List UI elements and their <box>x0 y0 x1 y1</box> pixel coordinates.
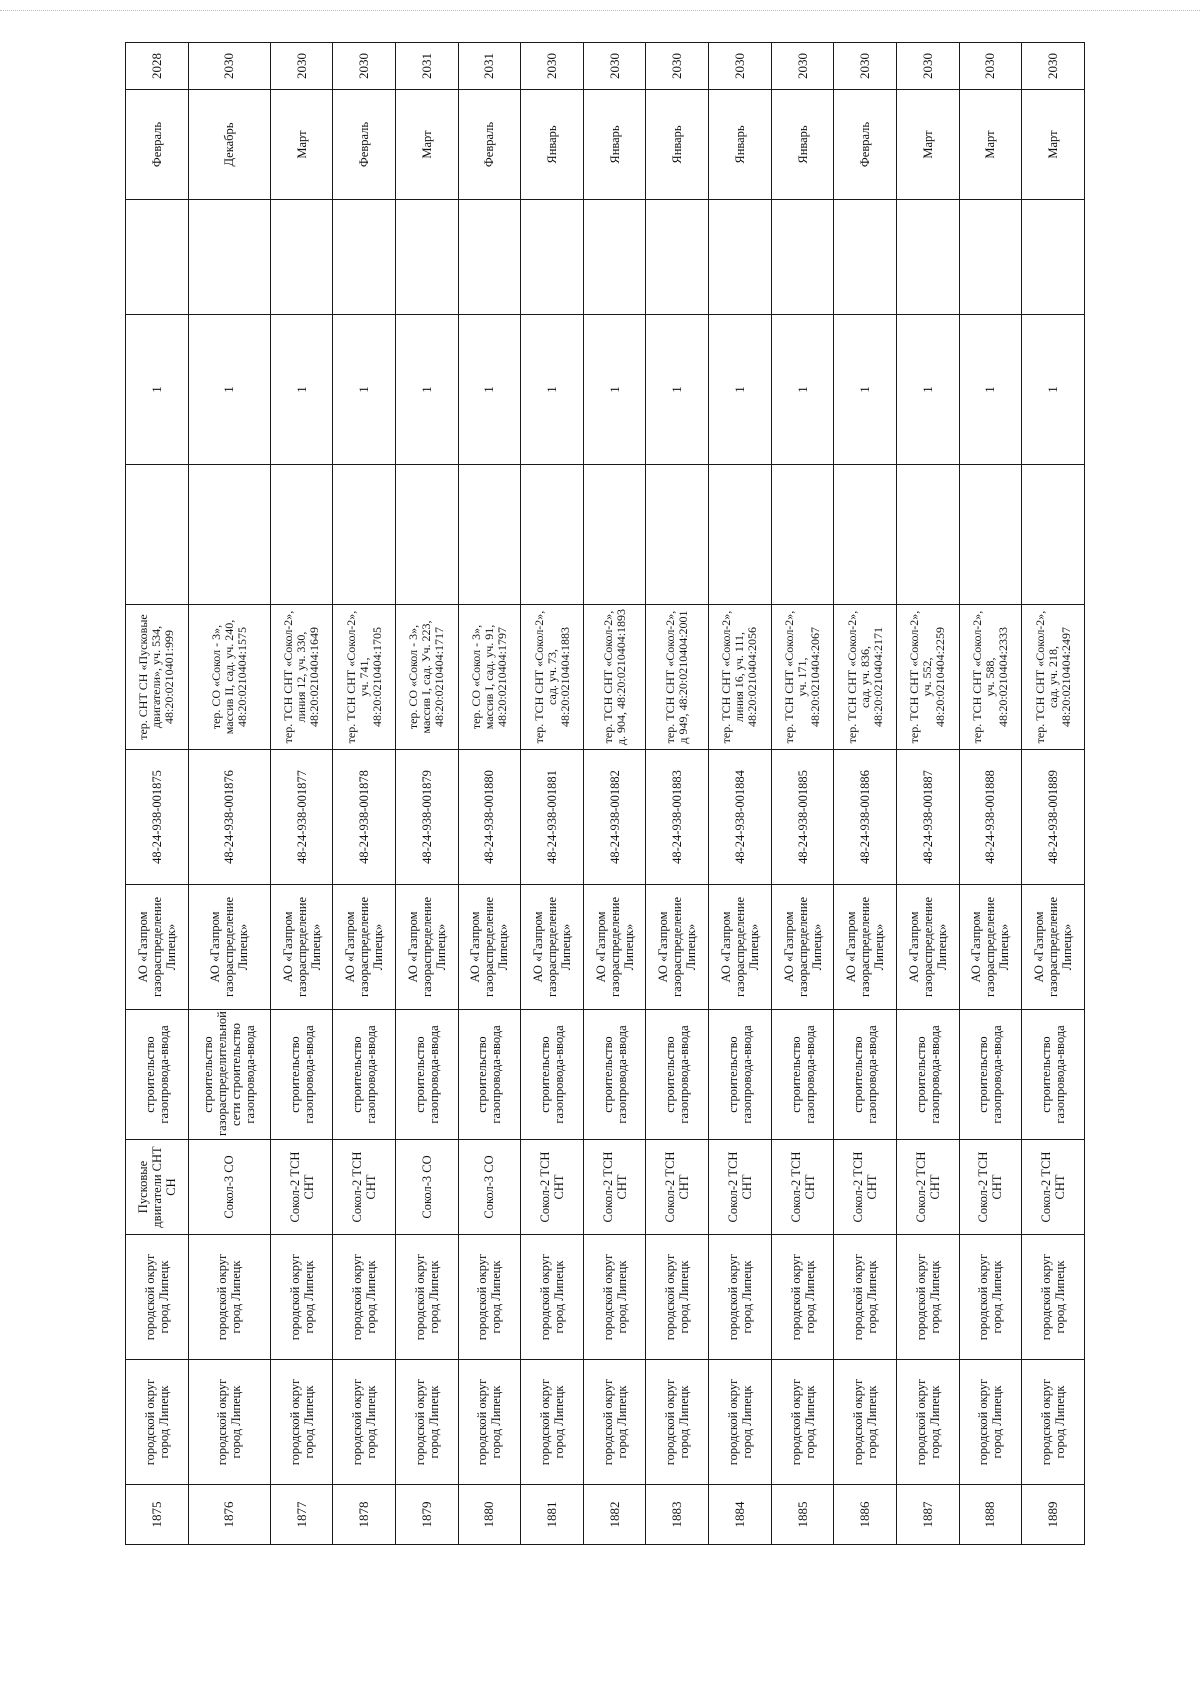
settlement-cell: городской округ город Липецк <box>896 1235 959 1360</box>
address-cell: тер. ТСН СНТ «Сокол-2», уч. 741, 48:20:0210404:1705 <box>333 605 396 750</box>
month-cell: Февраль <box>126 90 189 200</box>
settlement-cell: городской округ город Липецк <box>126 1235 189 1360</box>
municipality-cell: городской округ город Липецк <box>126 1360 189 1485</box>
month-cell: Январь <box>709 90 772 200</box>
year-cell: 2031 <box>395 43 458 90</box>
object-id-cell: 48-24-938-001876 <box>188 750 270 885</box>
object-id-cell: 48-24-938-001885 <box>771 750 834 885</box>
empty-cell <box>126 465 189 605</box>
year-cell: 2030 <box>709 43 772 90</box>
organization-cell: АО «Газпром газораспределение Липецк» <box>583 885 646 1010</box>
table-row <box>834 43 897 1545</box>
address-cell: тер. ТСН СНТ «Сокол-2», сад. уч. 73, 48:20:0210404:1883 <box>521 605 584 750</box>
count-cell: 1 <box>834 315 897 465</box>
empty-cell <box>395 200 458 315</box>
municipality-cell: городской округ город Липецк <box>521 1360 584 1485</box>
row-number-cell: 1883 <box>646 1485 709 1545</box>
empty-cell <box>1022 200 1085 315</box>
organization-cell: АО «Газпром газораспределение Липецк» <box>959 885 1022 1010</box>
snt-name-cell: Сокол-2 ТСН СНТ <box>896 1140 959 1235</box>
table-row <box>333 43 396 1545</box>
work-type-cell: строительство газопровода-ввода <box>458 1010 521 1140</box>
municipality-cell: городской округ город Липецк <box>709 1360 772 1485</box>
work-type-cell: строительство газопровода-ввода <box>709 1010 772 1140</box>
work-type-cell: строительство газопровода-ввода <box>1022 1010 1085 1140</box>
snt-name-cell: Сокол-2 ТСН СНТ <box>1022 1140 1085 1235</box>
month-cell: Март <box>395 90 458 200</box>
empty-cell <box>896 200 959 315</box>
object-id-cell: 48-24-938-001889 <box>1022 750 1085 885</box>
object-id-cell: 48-24-938-001879 <box>395 750 458 885</box>
municipality-cell: городской округ город Липецк <box>270 1360 333 1485</box>
work-type-cell: строительство газораспределительной сети строительство газопровода-ввода <box>188 1010 270 1140</box>
month-cell: Март <box>270 90 333 200</box>
table-row <box>959 43 1022 1545</box>
organization-cell: АО «Газпром газораспределение Липецк» <box>1022 885 1085 1010</box>
year-cell: 2030 <box>834 43 897 90</box>
object-id-cell: 48-24-938-001881 <box>521 750 584 885</box>
organization-cell: АО «Газпром газораспределение Липецк» <box>270 885 333 1010</box>
object-id-cell: 48-24-938-001887 <box>896 750 959 885</box>
object-id-cell: 48-24-938-001888 <box>959 750 1022 885</box>
snt-name-cell: Сокол-2 ТСН СНТ <box>709 1140 772 1235</box>
object-id-cell: 48-24-938-001883 <box>646 750 709 885</box>
year-cell: 2031 <box>458 43 521 90</box>
empty-cell <box>709 200 772 315</box>
object-id-cell: 48-24-938-001884 <box>709 750 772 885</box>
empty-cell <box>458 465 521 605</box>
row-number-cell: 1880 <box>458 1485 521 1545</box>
table-row <box>458 43 521 1545</box>
month-cell: Март <box>1022 90 1085 200</box>
settlement-cell: городской округ город Липецк <box>834 1235 897 1360</box>
organization-cell: АО «Газпром газораспределение Липецк» <box>458 885 521 1010</box>
object-id-cell: 48-24-938-001886 <box>834 750 897 885</box>
work-type-cell: строительство газопровода-ввода <box>583 1010 646 1140</box>
municipality-cell: городской округ город Липецк <box>646 1360 709 1485</box>
row-number-cell: 1875 <box>126 1485 189 1545</box>
snt-name-cell: Пусковые двигатели СНТ СН <box>126 1140 189 1235</box>
count-cell: 1 <box>333 315 396 465</box>
count-cell: 1 <box>126 315 189 465</box>
empty-cell <box>834 200 897 315</box>
organization-cell: АО «Газпром газораспределение Липецк» <box>188 885 270 1010</box>
address-cell: тер. ТСН СНТ «Сокол-2», уч. 171, 48:20:0210404:2067 <box>771 605 834 750</box>
empty-cell <box>333 200 396 315</box>
address-cell: тер. ТСН СНТ «Сокол-2», сад. уч. 218, 48:20:0210404:2497 <box>1022 605 1085 750</box>
settlement-cell: городской округ город Липецк <box>188 1235 270 1360</box>
row-number-cell: 1882 <box>583 1485 646 1545</box>
address-cell: тер. СО «Сокол - 3», массив I, сад. Уч. 223, 48:20:0210404:1717 <box>395 605 458 750</box>
year-cell: 2030 <box>896 43 959 90</box>
row-number-cell: 1888 <box>959 1485 1022 1545</box>
work-type-cell: строительство газопровода-ввода <box>959 1010 1022 1140</box>
table-row <box>521 43 584 1545</box>
year-cell: 2030 <box>646 43 709 90</box>
row-number-cell: 1878 <box>333 1485 396 1545</box>
empty-cell <box>126 200 189 315</box>
count-cell: 1 <box>188 315 270 465</box>
snt-name-cell: Сокол-2 ТСН СНТ <box>333 1140 396 1235</box>
year-cell: 2030 <box>583 43 646 90</box>
empty-cell <box>959 465 1022 605</box>
empty-cell <box>270 200 333 315</box>
empty-cell <box>583 200 646 315</box>
count-cell: 1 <box>1022 315 1085 465</box>
empty-cell <box>188 465 270 605</box>
municipality-cell: городской округ город Липецк <box>1022 1360 1085 1485</box>
organization-cell: АО «Газпром газораспределение Липецк» <box>896 885 959 1010</box>
table-row <box>709 43 772 1545</box>
municipality-cell: городской округ город Липецк <box>834 1360 897 1485</box>
rotated-page <box>125 53 1085 1545</box>
settlement-cell: городской округ город Липецк <box>583 1235 646 1360</box>
address-cell: тер. ТСН СНТ «Сокол-2», д. 904, 48:20:0210404:1893 <box>583 605 646 750</box>
empty-cell <box>771 465 834 605</box>
work-type-cell: строительство газопровода-ввода <box>896 1010 959 1140</box>
address-cell: тер. ТСН СНТ «Сокол-2», д 949, 48:20:0210404:2001 <box>646 605 709 750</box>
empty-cell <box>1022 465 1085 605</box>
municipality-cell: городской округ город Липецк <box>896 1360 959 1485</box>
address-cell: тер. ТСН СНТ «Сокол-2», сад. уч. 836, 48:20:0210404:2171 <box>834 605 897 750</box>
municipality-cell: городской округ город Липецк <box>583 1360 646 1485</box>
empty-cell <box>834 465 897 605</box>
month-cell: Февраль <box>834 90 897 200</box>
address-cell: тер. ТСН СНТ «Сокол-2», линия 16, уч. 111, 48:20:0210404:2056 <box>709 605 772 750</box>
snt-name-cell: Сокол-3 СО <box>395 1140 458 1235</box>
settlement-cell: городской округ город Липецк <box>395 1235 458 1360</box>
snt-name-cell: Сокол-3 СО <box>458 1140 521 1235</box>
settlement-cell: городской округ город Липецк <box>458 1235 521 1360</box>
row-number-cell: 1877 <box>270 1485 333 1545</box>
organization-cell: АО «Газпром газораспределение Липецк» <box>126 885 189 1010</box>
row-number-cell: 1885 <box>771 1485 834 1545</box>
address-cell: тер. СНТ СН «Пусковые двигатели», уч. 534, 48:20:0210401:999 <box>126 605 189 750</box>
empty-cell <box>521 200 584 315</box>
row-number-cell: 1879 <box>395 1485 458 1545</box>
year-cell: 2030 <box>1022 43 1085 90</box>
row-number-cell: 1876 <box>188 1485 270 1545</box>
municipality-cell: городской округ город Липецк <box>959 1360 1022 1485</box>
settlement-cell: городской округ город Липецк <box>959 1235 1022 1360</box>
settlement-cell: городской округ город Липецк <box>709 1235 772 1360</box>
object-id-cell: 48-24-938-001882 <box>583 750 646 885</box>
count-cell: 1 <box>959 315 1022 465</box>
empty-cell <box>646 200 709 315</box>
table-row <box>583 43 646 1545</box>
table-body <box>126 43 1085 1545</box>
empty-cell <box>896 465 959 605</box>
work-type-cell: строительство газопровода-ввода <box>270 1010 333 1140</box>
organization-cell: АО «Газпром газораспределение Липецк» <box>333 885 396 1010</box>
settlement-cell: городской округ город Липецк <box>646 1235 709 1360</box>
row-number-cell: 1889 <box>1022 1485 1085 1545</box>
month-cell: Март <box>959 90 1022 200</box>
table-row <box>395 43 458 1545</box>
address-cell: тер. ТСН СНТ «Сокол-2», уч. 588, 48:20:0210404:2333 <box>959 605 1022 750</box>
snt-name-cell: Сокол-2 ТСН СНТ <box>646 1140 709 1235</box>
empty-cell <box>709 465 772 605</box>
count-cell: 1 <box>270 315 333 465</box>
object-id-cell: 48-24-938-001878 <box>333 750 396 885</box>
snt-name-cell: Сокол-2 ТСН СНТ <box>959 1140 1022 1235</box>
empty-cell <box>270 465 333 605</box>
municipality-cell: городской округ город Липецк <box>458 1360 521 1485</box>
organization-cell: АО «Газпром газораспределение Липецк» <box>521 885 584 1010</box>
count-cell: 1 <box>395 315 458 465</box>
table-row <box>1022 43 1085 1545</box>
year-cell: 2030 <box>521 43 584 90</box>
organization-cell: АО «Газпром газораспределение Липецк» <box>771 885 834 1010</box>
empty-cell <box>521 465 584 605</box>
address-cell: тер. СО «Сокол - 3», массив I, сад. уч. 91, 48:20:0210404:1797 <box>458 605 521 750</box>
empty-cell <box>188 200 270 315</box>
snt-name-cell: Сокол-2 ТСН СНТ <box>834 1140 897 1235</box>
object-id-cell: 48-24-938-001875 <box>126 750 189 885</box>
municipality-cell: городской округ город Липецк <box>188 1360 270 1485</box>
month-cell: Февраль <box>458 90 521 200</box>
work-type-cell: строительство газопровода-ввода <box>126 1010 189 1140</box>
work-type-cell: строительство газопровода-ввода <box>646 1010 709 1140</box>
work-type-cell: строительство газопровода-ввода <box>395 1010 458 1140</box>
organization-cell: АО «Газпром газораспределение Липецк» <box>834 885 897 1010</box>
organization-cell: АО «Газпром газораспределение Липецк» <box>395 885 458 1010</box>
count-cell: 1 <box>646 315 709 465</box>
row-number-cell: 1881 <box>521 1485 584 1545</box>
year-cell: 2030 <box>333 43 396 90</box>
empty-cell <box>646 465 709 605</box>
snt-name-cell: Сокол-2 ТСН СНТ <box>270 1140 333 1235</box>
settlement-cell: городской округ город Липецк <box>1022 1235 1085 1360</box>
gasification-table <box>125 42 1085 1545</box>
count-cell: 1 <box>709 315 772 465</box>
snt-name-cell: Сокол-2 ТСН СНТ <box>521 1140 584 1235</box>
month-cell: Март <box>896 90 959 200</box>
month-cell: Январь <box>771 90 834 200</box>
count-cell: 1 <box>583 315 646 465</box>
settlement-cell: городской округ город Липецк <box>771 1235 834 1360</box>
object-id-cell: 48-24-938-001880 <box>458 750 521 885</box>
table-row <box>270 43 333 1545</box>
object-id-cell: 48-24-938-001877 <box>270 750 333 885</box>
table-row <box>896 43 959 1545</box>
month-cell: Январь <box>521 90 584 200</box>
row-number-cell: 1887 <box>896 1485 959 1545</box>
month-cell: Декабрь <box>188 90 270 200</box>
row-number-cell: 1884 <box>709 1485 772 1545</box>
settlement-cell: городской округ город Липецк <box>333 1235 396 1360</box>
year-cell: 2030 <box>188 43 270 90</box>
count-cell: 1 <box>896 315 959 465</box>
year-cell: 2028 <box>126 43 189 90</box>
year-cell: 2030 <box>270 43 333 90</box>
row-number-cell: 1886 <box>834 1485 897 1545</box>
table-row <box>646 43 709 1545</box>
municipality-cell: городской округ город Липецк <box>333 1360 396 1485</box>
empty-cell <box>583 465 646 605</box>
organization-cell: АО «Газпром газораспределение Липецк» <box>646 885 709 1010</box>
count-cell: 1 <box>521 315 584 465</box>
snt-name-cell: Сокол-3 СО <box>188 1140 270 1235</box>
settlement-cell: городской округ город Липецк <box>521 1235 584 1360</box>
work-type-cell: строительство газопровода-ввода <box>771 1010 834 1140</box>
table-row <box>771 43 834 1545</box>
month-cell: Февраль <box>333 90 396 200</box>
empty-cell <box>959 200 1022 315</box>
scan-edge <box>0 10 1200 11</box>
table-row <box>126 43 189 1545</box>
address-cell: тер. ТСН СНТ «Сокол-2», линия 12, уч. 330, 48:20:0210404:1649 <box>270 605 333 750</box>
table-row <box>188 43 270 1545</box>
month-cell: Январь <box>646 90 709 200</box>
snt-name-cell: Сокол-2 ТСН СНТ <box>771 1140 834 1235</box>
settlement-cell: городской округ город Липецк <box>270 1235 333 1360</box>
work-type-cell: строительство газопровода-ввода <box>834 1010 897 1140</box>
month-cell: Январь <box>583 90 646 200</box>
municipality-cell: городской округ город Липецк <box>395 1360 458 1485</box>
address-cell: тер. СО «Сокол - 3», массив II, сад. уч. 240, 48:20:0210404:1575 <box>188 605 270 750</box>
year-cell: 2030 <box>959 43 1022 90</box>
snt-name-cell: Сокол-2 ТСН СНТ <box>583 1140 646 1235</box>
address-cell: тер. ТСН СНТ «Сокол-2», уч. 552, 48:20:0210404:2259 <box>896 605 959 750</box>
empty-cell <box>458 200 521 315</box>
count-cell: 1 <box>458 315 521 465</box>
empty-cell <box>333 465 396 605</box>
organization-cell: АО «Газпром газораспределение Липецк» <box>709 885 772 1010</box>
work-type-cell: строительство газопровода-ввода <box>521 1010 584 1140</box>
empty-cell <box>771 200 834 315</box>
municipality-cell: городской округ город Липецк <box>771 1360 834 1485</box>
empty-cell <box>395 465 458 605</box>
work-type-cell: строительство газопровода-ввода <box>333 1010 396 1140</box>
year-cell: 2030 <box>771 43 834 90</box>
count-cell: 1 <box>771 315 834 465</box>
